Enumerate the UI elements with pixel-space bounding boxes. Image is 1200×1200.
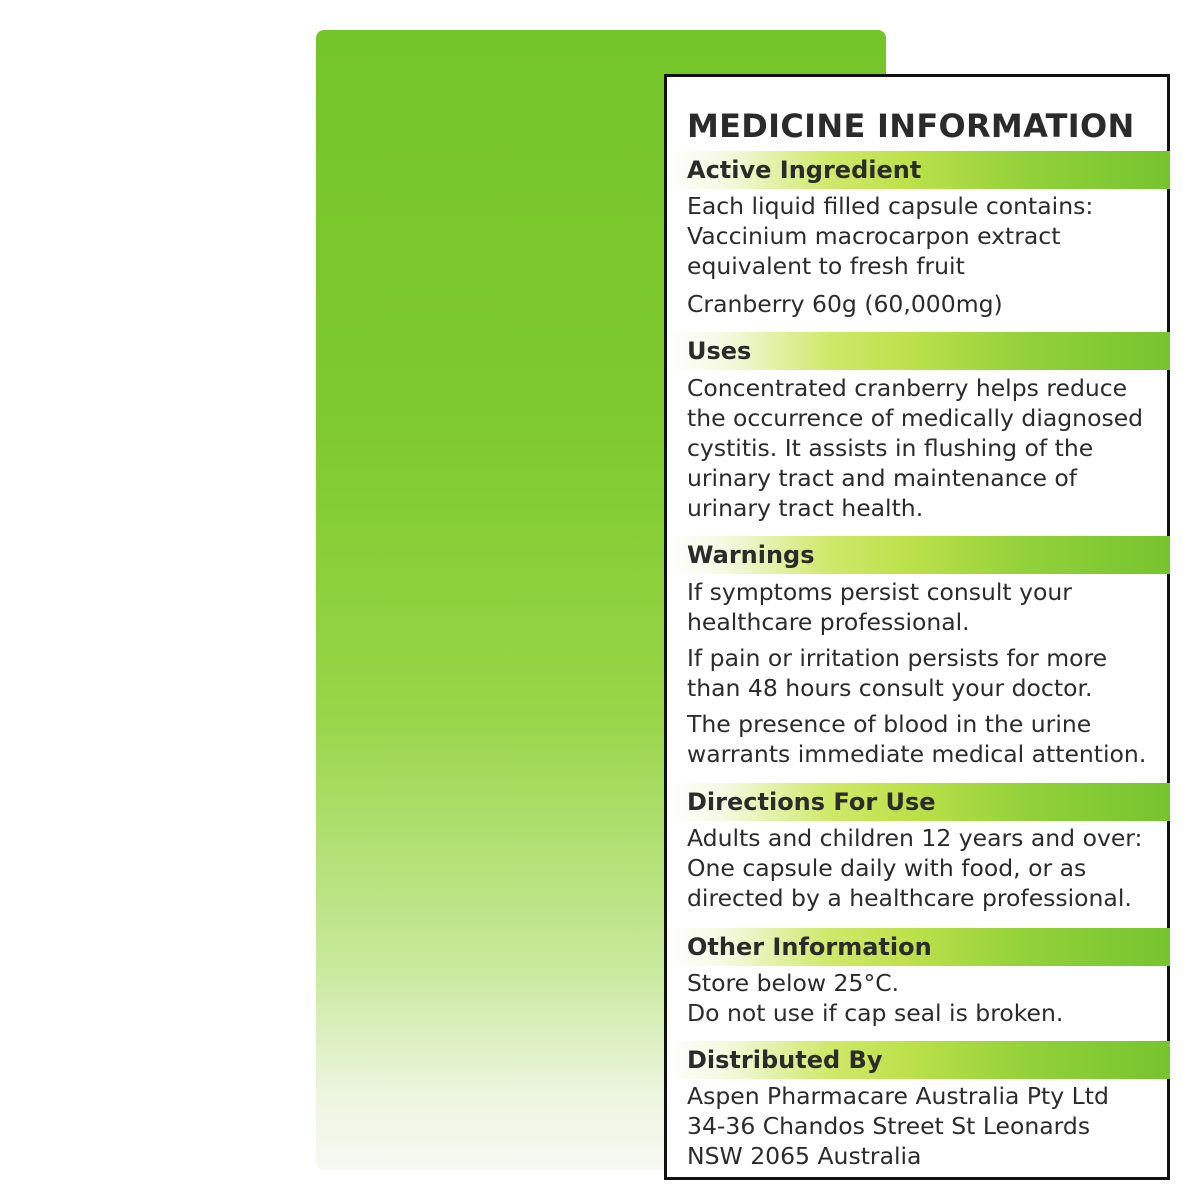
text-line: If symptoms persist consult your (687, 578, 1072, 606)
panel-title: MEDICINE INFORMATION (687, 107, 1135, 145)
section-heading-directions-for-use: Directions For Use (667, 783, 1170, 821)
text-line: healthcare professional. (687, 608, 970, 636)
text-line: The presence of blood in the urine (687, 710, 1092, 738)
section-heading-uses: Uses (667, 332, 1170, 370)
section-paragraph (687, 643, 1107, 703)
text-line: cystitis. It assists in flushing of the (687, 434, 1094, 462)
text-line: Adults and children 12 years and over: (687, 824, 1143, 852)
section-heading-warnings: Warnings (667, 536, 1170, 574)
section-paragraph (687, 577, 1072, 637)
text-line: the occurrence of medically diagnosed (687, 404, 1144, 432)
text-line: equivalent to fresh fruit (687, 252, 965, 280)
text-line: urinary tract and maintenance of (687, 464, 1078, 492)
text-line: urinary tract health. (687, 494, 924, 522)
text-line: Aspen Pharmacare Australia Pty Ltd (687, 1082, 1109, 1110)
section-paragraph (687, 968, 1063, 1028)
medicine-information-panel (664, 74, 1170, 1180)
text-line: Concentrated cranberry helps reduce (687, 374, 1128, 402)
text-line: than 48 hours consult your doctor. (687, 674, 1093, 702)
text-line: directed by a healthcare professional. (687, 884, 1132, 912)
text-line: If pain or irritation persists for more (687, 644, 1108, 672)
text-line: Do not use if cap seal is broken. (687, 999, 1064, 1027)
product-carton-background (316, 30, 1147, 1170)
text-line: NSW 2065 Australia (687, 1142, 922, 1170)
section-paragraph (687, 823, 1142, 913)
text-line: Cranberry 60g (60,000mg) (687, 290, 1003, 318)
section-heading-other-information: Other Information (667, 928, 1170, 966)
text-line: warrants immediate medical attention. (687, 740, 1147, 768)
text-line: 34-36 Chandos Street St Leonards (687, 1112, 1091, 1140)
section-paragraph (687, 1081, 1109, 1171)
section-paragraph (687, 191, 1093, 281)
text-line: Each liquid filled capsule contains: (687, 192, 1094, 220)
section-paragraph (687, 289, 1003, 319)
section-paragraph (687, 709, 1146, 769)
text-line: Store below 25°C. (687, 969, 900, 997)
text-line: One capsule daily with food, or as (687, 854, 1087, 882)
section-heading-active-ingredient: Active Ingredient (667, 151, 1170, 189)
section-heading-distributed-by: Distributed By (667, 1041, 1170, 1079)
section-paragraph (687, 373, 1143, 523)
text-line: Vaccinium macrocarpon extract (687, 222, 1061, 250)
